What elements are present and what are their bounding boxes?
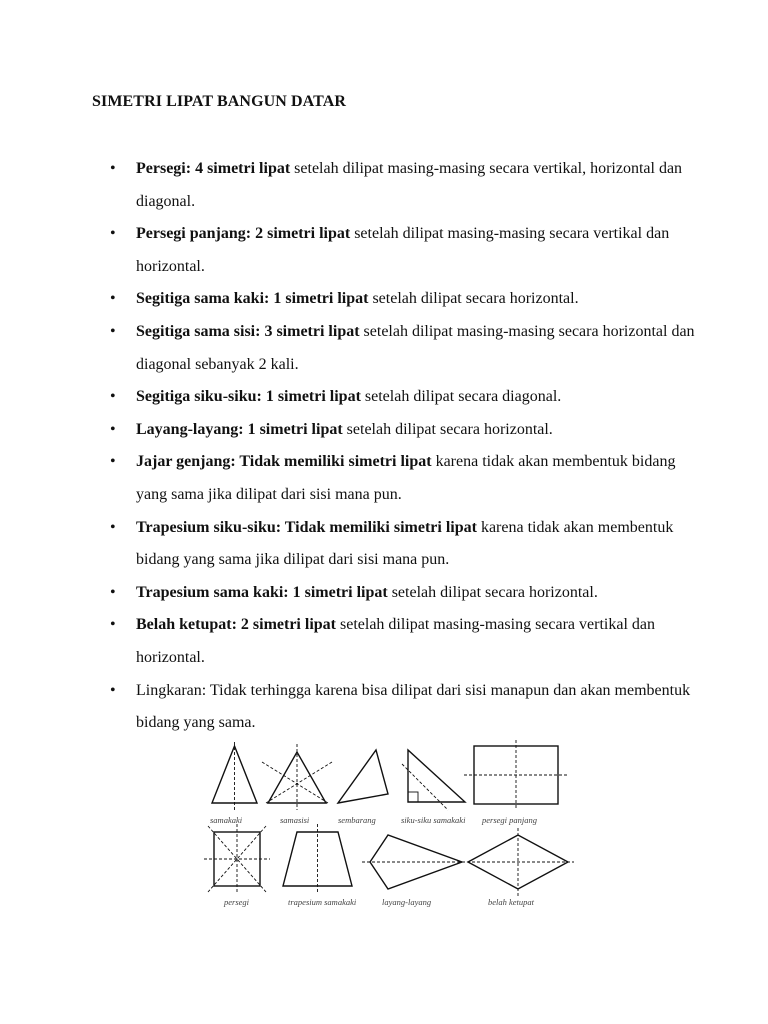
scalene-triangle-shape: [338, 750, 388, 803]
item-bold: Segitiga sama kaki: 1 simetri lipat: [136, 290, 369, 308]
list-item: [104, 381, 704, 414]
page-title: SIMETRI LIPAT BANGUN DATAR: [92, 93, 347, 110]
rhombus-shape: [462, 828, 574, 896]
caption-samakaki: samakaki: [210, 815, 243, 825]
item-bold: Segitiga sama sisi: 3 simetri lipat: [136, 322, 360, 340]
isosceles-trapezoid-shape: [283, 824, 352, 894]
item-text: setelah dilipat masing-masing secara vertikal dan horizontal.: [136, 225, 670, 275]
symmetry-figure: [200, 740, 575, 920]
caption-sembarang: sembarang: [338, 815, 376, 825]
list-item: [104, 577, 704, 610]
item-text: setelah dilipat masing-masing secara horizontal dan diagonal sebanyak 2 kali.: [136, 322, 695, 373]
list-item: [104, 414, 704, 447]
item-bold: Persegi panjang: 2 simetri lipat: [136, 225, 351, 243]
rectangle-shape: [464, 740, 568, 810]
item-text: setelah dilipat secara diagonal.: [360, 388, 562, 406]
item-text: setelah dilipat masing-masing secara vertikal, horizontal dan diagonal.: [136, 160, 683, 210]
list-item: [104, 446, 704, 511]
item-bold: Layang-layang: 1 simetri lipat: [136, 420, 343, 438]
kite-shape: [362, 835, 470, 889]
caption-trapesium-samakaki: trapesium samakaki: [288, 897, 357, 907]
list-item: [104, 609, 704, 674]
caption-persegi: persegi: [224, 897, 250, 907]
caption-samasisi: samasisi: [280, 815, 310, 825]
list-item: [104, 316, 704, 381]
list-item: [104, 153, 704, 218]
symmetry-list: [104, 153, 704, 740]
item-text: setelah dilipat secara horizontal.: [342, 420, 553, 438]
equilateral-triangle-shape: [262, 744, 332, 810]
item-text: Lingkaran: Tidak terhingga karena bisa dilipat dari sisi manapun dan akan membentuk bidang yang sama.: [136, 681, 691, 732]
item-text: karena tidak akan membentuk bidang yang sama jika dilipat dari sisi mana pun.: [136, 453, 676, 503]
list-item: [104, 283, 704, 316]
item-text: setelah dilipat secara horizontal.: [368, 290, 579, 308]
item-text: setelah dilipat masing-masing secara vertikal dan horizontal.: [136, 616, 655, 666]
list-item: [104, 218, 704, 283]
item-bold: Segitiga siku-siku: 1 simetri lipat: [136, 388, 361, 406]
caption-layang-layang: layang-layang: [382, 897, 432, 907]
list-item: [104, 512, 704, 577]
isosceles-triangle-shape: [212, 742, 257, 810]
item-bold: Jajar genjang: Tidak memiliki simetri lipat: [136, 453, 432, 471]
item-bold: Belah ketupat: 2 simetri lipat: [136, 616, 336, 634]
right-isosceles-triangle-shape: [402, 750, 465, 810]
item-text: setelah dilipat secara horizontal.: [387, 583, 598, 601]
caption-persegi-panjang: persegi panjang: [482, 815, 538, 825]
shapes-diagram: [200, 740, 575, 920]
list-item: [104, 675, 704, 740]
caption-belah-ketupat: belah ketupat: [488, 897, 535, 907]
item-bold: Persegi: 4 simetri lipat: [136, 160, 291, 177]
item-bold: Trapesium siku-siku: Tidak memiliki simetri lipat: [136, 518, 477, 536]
item-text: karena tidak akan membentuk bidang yang sama jika dilipat dari sisi mana pun.: [136, 518, 674, 569]
caption-siku-siku-samakaki: siku-siku samakaki: [401, 815, 466, 825]
item-bold: Trapesium sama kaki: 1 simetri lipat: [136, 583, 388, 601]
square-shape: [204, 824, 270, 894]
